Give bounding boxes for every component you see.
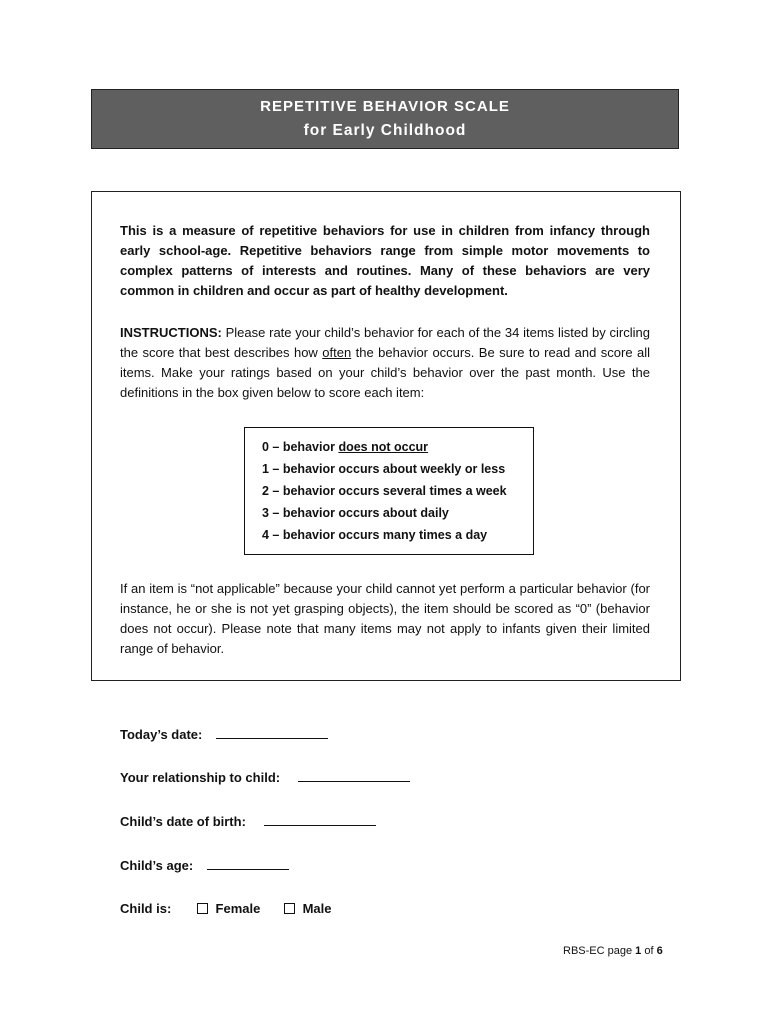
title-banner <box>91 89 679 149</box>
dob-row <box>120 813 376 829</box>
child-sex-row <box>120 901 332 916</box>
todays-date-label: Today’s date: <box>120 727 203 742</box>
page-number <box>563 945 663 957</box>
instructions-text-1: Please rate your child’s behavior for each of the 34 items listed by circling the score that best describes how <box>120 325 650 360</box>
dob-field[interactable] <box>264 813 376 826</box>
instructions-text-2: the behavior occurs. Be sure to read and score all items. Make your ratings based on your child’s behavior over the past month. Use the definitions in the box given below to score each item: <box>120 345 650 400</box>
relationship-label: Your relationship to child: <box>120 770 281 785</box>
page-number-total: 6 <box>656 945 663 957</box>
page-number-prefix: RBS-EC page <box>563 945 636 957</box>
male-checkbox[interactable] <box>284 903 295 914</box>
intro-panel <box>91 191 681 681</box>
not-applicable-paragraph: If an item is “not applicable” because your child cannot yet perform a particular behavior (for instance, he or she is not yet grasping objects), the item should be scored as “0” (behavior does not occur). Please note that many items may not apply to infants given their limited range of behavior. <box>120 581 650 656</box>
scale-item-0-emphasis: does not occur <box>338 440 429 454</box>
page-number-of: of <box>641 945 657 957</box>
page-number-current: 1 <box>635 945 642 957</box>
page-title: REPETITIVE BEHAVIOR SCALE <box>260 98 510 115</box>
dob-label: Child’s date of birth: <box>120 814 246 829</box>
child-is-label: Child is: <box>120 901 172 916</box>
scale-item-4: 4 – behavior occurs many times a day <box>262 528 488 542</box>
female-checkbox[interactable] <box>197 903 208 914</box>
instructions-emphasis: often <box>322 345 352 360</box>
todays-date-row <box>120 726 328 742</box>
scale-item-0-prefix: 0 – behavior <box>262 440 339 454</box>
male-label: Male <box>302 901 332 916</box>
todays-date-field[interactable] <box>216 726 328 739</box>
instructions-paragraph <box>120 323 650 403</box>
scale-item-1: 1 – behavior occurs about weekly or less <box>262 462 506 476</box>
scale-definitions-box <box>244 427 534 555</box>
page-subtitle: for Early Childhood <box>303 122 467 139</box>
instructions-label: INSTRUCTIONS: <box>120 325 222 340</box>
relationship-field[interactable] <box>298 769 410 782</box>
intro-paragraph: This is a measure of repetitive behaviors for use in children from infancy through early school-age. Repetitive behaviors range from simple motor movements to complex patterns of interests and routines. Many of these behaviors are very common in children and occur as part of healthy development. <box>120 223 650 298</box>
scale-item-3: 3 – behavior occurs about daily <box>262 506 449 520</box>
age-field[interactable] <box>207 857 289 870</box>
relationship-row <box>120 769 410 785</box>
age-label: Child’s age: <box>120 858 194 873</box>
female-label: Female <box>215 901 261 916</box>
age-row <box>120 857 289 873</box>
scale-item-2: 2 – behavior occurs several times a week <box>262 484 507 498</box>
scale-item-0 <box>262 436 533 458</box>
